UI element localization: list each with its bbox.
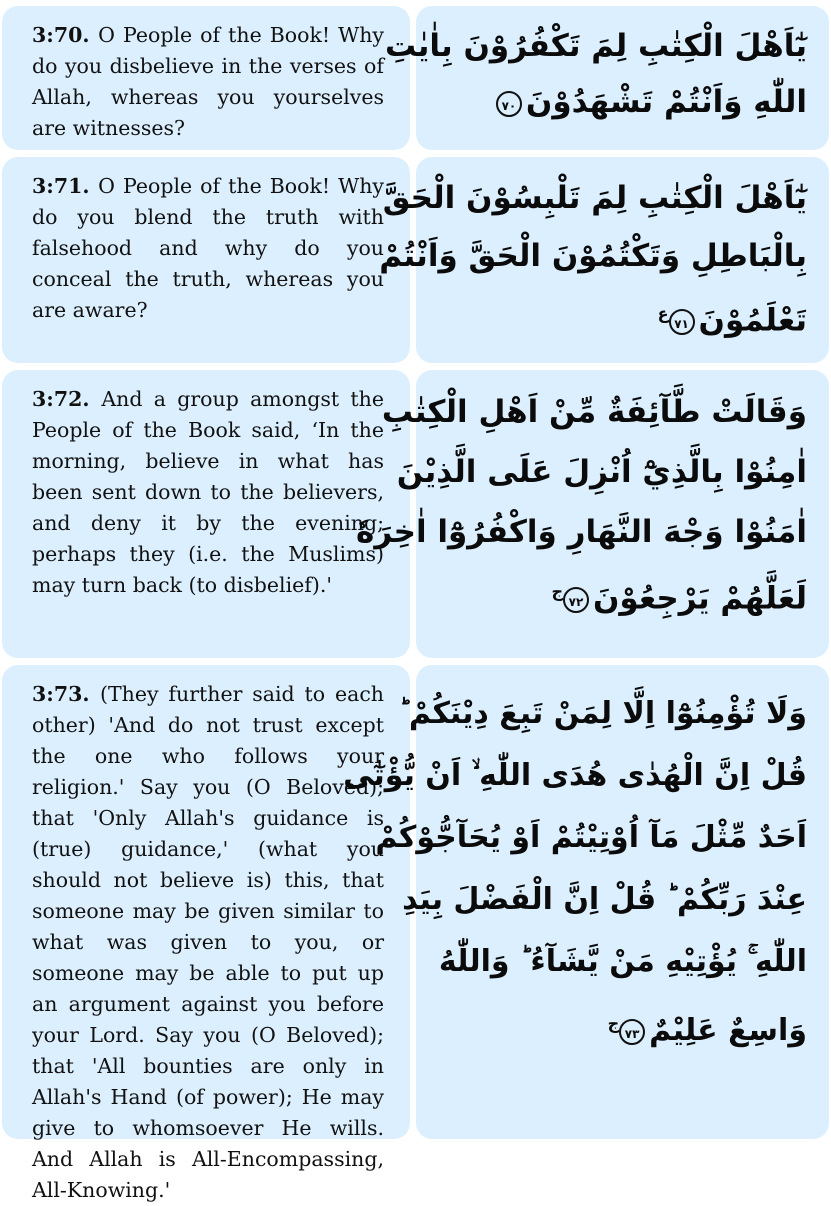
arabic-panel (343, 665, 829, 1139)
arabic-panel (384, 6, 829, 150)
verse-reference: 3:71. (32, 174, 99, 198)
arabic-line: عِنْدَ رَبِّكُمْ ؕ قُلْ اِنَّ الْفَضْلَ بِيَدِ (402, 882, 807, 917)
verse-translation: O People of the Book! Why do you blend the truth with falsehood and why do you conceal the truth, whereas you are aware? (32, 174, 385, 322)
verse-end-marker: ٧١ (669, 309, 695, 335)
arabic-line: اٰمِنُوْا بِالَّذِيْٓ اُنْزِلَ عَلَى الَّذِيْنَ (396, 454, 807, 490)
arabic-line: اللّٰهِ ۚ يُؤْتِيْهِ مَنْ يَّشَآءُ ؕ وَاللّٰهُ (438, 944, 807, 979)
verse-translation: O People of the Book! Why do you disbelieve in the verses of Allah, whereas you yourselves are witnesses? (32, 23, 385, 140)
arabic-panel (379, 157, 829, 363)
arabic-line: لَعَلَّهُمْ $يَرْجِعُوْنَ٧٢^ج$ (551, 580, 807, 617)
english-panel (2, 370, 410, 658)
arabic-line: اللّٰهِ وَاَنْتُمْ تَشْهَدُوْنَ٧٠ (432, 74, 807, 130)
verse-reference: 3:70. (32, 23, 99, 47)
verse-reference: 3:73. (32, 682, 100, 706)
arabic-line: يٰٓاَهْلَ الْكِتٰبِ لِمَ تَكْفُرُوْنَ بِاٰيٰتِ (384, 28, 807, 64)
arabic-line: اَحَدٌ مِّثْلَ مَآ اُوْتِيْتُمْ اَوْ يُحَآجُّوْكُمْ (375, 820, 807, 855)
verse-translation: (They further said to each other) 'And do not trust except the one who follows your religion.' Say you (O Beloved); that 'Only Allah's guidance is (true) guidance,' (what you should not believe is) this, that someone may be given similar to what was given to you, or someone may be able to put up an argument against you before your Lord. Say you (O Beloved); that 'All bounties are only in Allah's Hand (of power); He may give to whomsoever He wills. And Allah is All-Encompassing, All-Knowing.' (32, 682, 385, 1202)
arabic-line: $تَعْلَمُوْنَ٧١^ع$ (657, 302, 807, 339)
verse-end-marker: ٧٣ (619, 1019, 645, 1045)
arabic-line: وَلَا تُؤْمِنُوْٓا اِلَّا لِمَنْ تَبِعَ دِيْنَكُمْ ؕ (398, 696, 807, 731)
english-panel (2, 6, 410, 150)
arabic-line: وَقَالَتْ طَّآئِفَةٌ مِّنْ اَهْلِ الْكِتٰبِ (381, 394, 807, 430)
verse-end-marker: ٧٢ (563, 587, 589, 613)
ruku-mark: ع (657, 304, 669, 323)
arabic-line: اٰمَنُوْا وَجْهَ النَّهَارِ وَاكْفُرُوْٓا اٰخِرَهٗ (356, 514, 807, 550)
waqf-mark: ج (607, 1014, 620, 1033)
english-panel (2, 665, 410, 1202)
waqf-mark: ج (551, 582, 563, 601)
arabic-panel (356, 370, 829, 658)
verse-reference: 3:72. (32, 387, 102, 411)
arabic-line: قُلْ اِنَّ الْهُدٰى هُدَى اللّٰهِ ۙ اَنْ يُّؤْتٰٓى (343, 758, 807, 793)
verse-end-marker: ٧٠ (496, 91, 522, 117)
arabic-line: بِالْبَاطِلِ وَتَكْتُمُوْنَ الْحَقَّ وَاَنْتُمْ (379, 238, 807, 274)
arabic-line: وَاسِعٌ $عَلِيْمٌ٧٣^ج$ (607, 1013, 807, 1048)
english-panel (2, 157, 410, 363)
verse-translation: And a group amongst the People of the Book said, ‘In the morning, believe in what has been sent down to the believers, and deny it by the evening; perhaps they (i.e. the Muslims) may turn back (to disbelief).' (32, 387, 384, 597)
arabic-line: يٰٓاَهْلَ الْكِتٰبِ لِمَ تَلْبِسُوْنَ الْحَقَّ (382, 180, 807, 216)
